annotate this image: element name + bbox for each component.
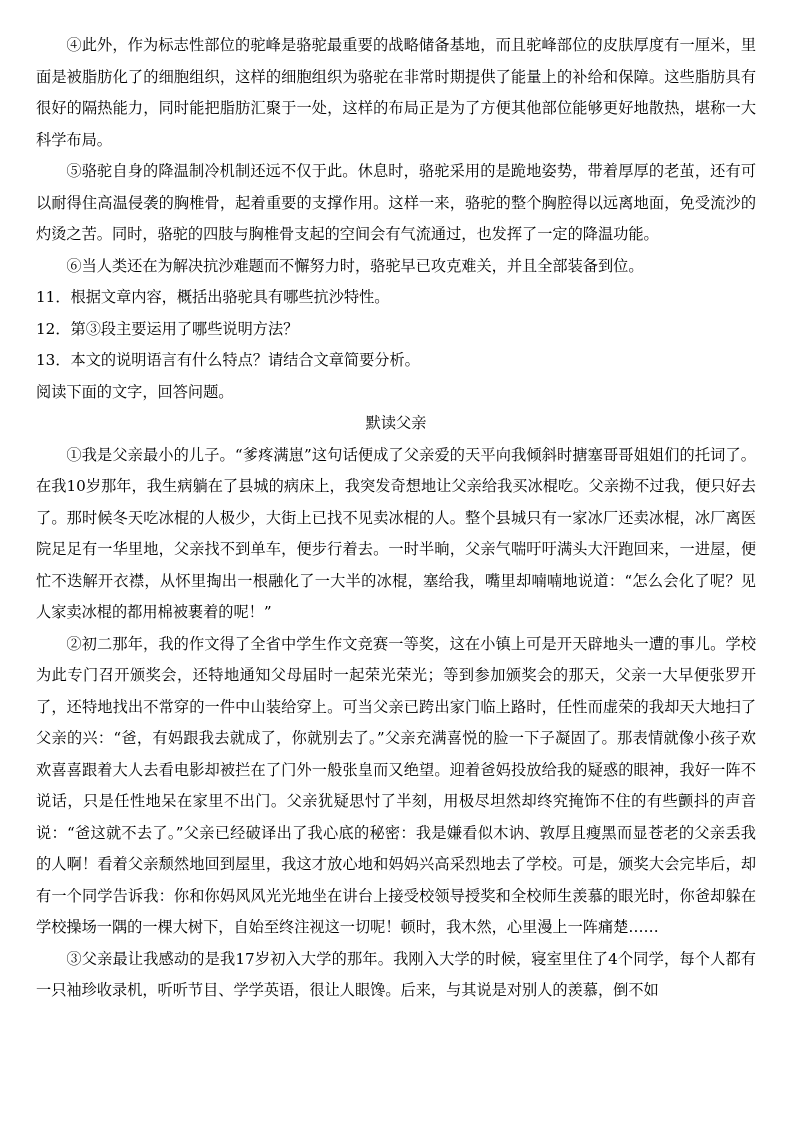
passage-paragraph-2: ②初二那年，我的作文得了全省中学生作文竞赛一等奖，这在小镇上可是开天辟地头一遭的事儿。学校为此专门召开颁奖会，还特地通知父母届时一起荣光荣光；等到参加颁奖会的那天，父亲一大早便张罗开了，还特地找出不常穿的一件中山装给穿上。可当父亲已跨出家门临上路时，任性而虚荣的我却天大地扫了父亲的兴：“爸，有妈跟我去就成了，你就别去了。”父亲充满喜悦的脸一下子凝固了。那表情就像小孩子欢欢喜喜跟着大人去看电影却被拦在了门外一般张皇而又绝望。迎着爸妈投放给我的疑惑的眼神，我好一阵不说话，只是任性地呆在家里不出门。父亲犹疑思忖了半刻，用极尽坦然却终究掩饰不住的有些颤抖的声音说：“爸这就不去了。”父亲已经破译出了我心底的秘密：我是嫌看似木讷、敦厚且瘦黑而显苍老的父亲丢我的人啊！看着父亲颓然地回到屋里，我这才放心地和妈妈兴高采烈地去了学校。可是，颁奖大会完毕后，却有一个同学告诉我：你和你妈风风光光地坐在讲台上接受校领导授奖和全校师生羡慕的眼光时，你爸却躲在学校操场一隅的一棵大树下，自始至终注视这一切呢！顿时，我木然，心里漫上一阵痛楚…… bbox=[36, 634, 756, 936]
paragraph-4: ④此外，作为标志性部位的驼峰是骆驼最重要的战略储备基地，而且驼峰部位的皮肤厚度有一厘米，里面是被脂肪化了的细胞组织，这样的细胞组织为骆驼在非常时期提供了能量上的补给和保障。这些脂肪具有很好的隔热能力，同时能把脂肪汇聚于一处，这样的布局正是为了方便其他部位能够更好地散热，堪称一大科学布局。 bbox=[36, 36, 756, 149]
document-page bbox=[36, 30, 756, 1007]
paragraph-5: ⑤骆驼自身的降温制冷机制还远不仅于此。休息时，骆驼采用的是跪地姿势，带着厚厚的老茧，还有可以耐得住高温侵袭的胸椎骨，起着重要的支撑作用。这样一来，骆驼的整个胸腔得以远离地面，免受流沙的灼烫之苦。同时，骆驼的四肢与胸椎骨支起的空间会有气流通过，也发挥了一定的降温功能。 bbox=[36, 162, 756, 243]
question-12: 12．第③段主要运用了哪些说明方法？ bbox=[36, 319, 299, 338]
paragraph-6: ⑥当人类还在为解决抗沙难题而不懈努力时，骆驼早已攻克难关，并且全部装备到位。 bbox=[66, 256, 644, 275]
question-11: 11．根据文章内容，概括出骆驼具有哪些抗沙特性。 bbox=[36, 288, 390, 306]
passage-title: 默读父亲 bbox=[365, 414, 427, 432]
question-13: 13．本文的说明语言有什么特点？请结合文章简要分析。 bbox=[36, 351, 420, 369]
reading-instruction: 阅读下面的文字，回答问题。 bbox=[36, 382, 234, 401]
passage-paragraph-1: ①我是父亲最小的儿子。“爹疼满崽”这句话便成了父亲爱的天平向我倾斜时搪塞哥哥姐姐们的托词了。在我10岁那年，我生病躺在了县城的病床上，我突发奇想地让父亲给我买冰棍吃。父亲拗不过我，便只好去了。那时候冬天吃冰棍的人极少，大街上已找不见卖冰棍的人。整个县城只有一家冰厂还卖冰棍，冰厂离医院足足有一华里地，父亲找不到单车，便步行着去。一时半晌，父亲气喘吁吁满头大汗跑回来，一进屋，便忙不迭解开衣襟，从怀里掏出一根融化了一大半的冰棍，塞给我，嘴里却喃喃地说道：“怎么会化了呢？见人家卖冰棍的都用棉被裹着的呢！” bbox=[36, 445, 756, 621]
passage-paragraph-3: ③父亲最让我感动的是我17岁初入大学的那年。我刚入大学的时候，寝室里住了4个同学，每个人都有一只袖珍收录机，听听节目、学学英语，很让人眼馋。后来，与其说是对别人的羡慕，倒不如 bbox=[36, 949, 756, 999]
